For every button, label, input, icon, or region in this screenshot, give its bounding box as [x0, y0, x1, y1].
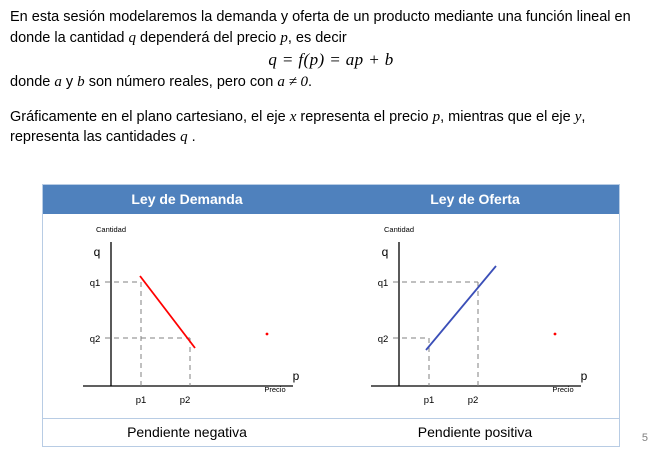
- paragraph-2-line-1-b: representa el precio: [296, 108, 433, 125]
- equation-linear-function: q = f(p) = ap + b: [268, 50, 394, 70]
- line-3-d: .: [308, 74, 313, 91]
- var-p-2: p: [432, 108, 441, 125]
- marker-dot: [554, 333, 557, 336]
- paragraph-2-line-2-b: , representa las cantidades: [10, 108, 586, 146]
- paragraph-2-line-1-c: , mientras: [440, 108, 504, 125]
- x-axis-symbol: p: [580, 369, 588, 383]
- var-a: a: [54, 74, 62, 91]
- x-axis-title: Precio: [264, 385, 286, 394]
- x-tick-p2: p2: [179, 395, 191, 406]
- var-b: b: [77, 74, 85, 91]
- chart-demanda: [43, 214, 332, 418]
- table-header-row: [43, 185, 619, 214]
- paragraph-1-line-2-a: función lineal en donde la cantidad: [10, 9, 631, 46]
- var-q-2: q: [180, 129, 188, 146]
- marker-dot: [266, 333, 269, 336]
- x-tick-p1: p1: [423, 395, 435, 406]
- paragraph-1-line-2-c: , es decir: [287, 29, 347, 46]
- y-tick-q1: q1: [89, 278, 101, 289]
- chart-cell-oferta: [331, 214, 619, 418]
- line-3-c: son número reales, pero con: [84, 74, 278, 91]
- var-q: q: [128, 29, 137, 46]
- paragraph-2-line-1-a: Gráficamente en el plano cartesiano, el eje: [10, 108, 290, 125]
- var-x: x: [289, 108, 297, 125]
- page-number: 5: [641, 432, 648, 444]
- chart-oferta: [331, 214, 620, 418]
- var-p: p: [280, 29, 288, 46]
- paragraph-1-line-3: [10, 72, 652, 93]
- comparison-table: [42, 184, 620, 447]
- y-axis-title: Cantidad: [383, 225, 415, 234]
- x-tick-p1: p1: [135, 395, 147, 406]
- line-3-b: y: [61, 74, 78, 91]
- caption-pendiente-negativa: Pendiente negativa: [127, 424, 247, 440]
- y-tick-q2: q2: [89, 334, 101, 345]
- x-axis-symbol: p: [292, 369, 300, 383]
- table-body-row: [43, 214, 619, 418]
- paragraph-1-line-2-b: dependerá del precio: [136, 29, 281, 46]
- paragraph-2: [10, 107, 652, 148]
- table-header-demanda: Ley de Demanda: [131, 191, 243, 207]
- y-tick-q1: q1: [377, 278, 389, 289]
- x-tick-p2: p2: [467, 395, 479, 406]
- paragraph-1: [10, 8, 652, 48]
- table-footer-row: [43, 418, 619, 446]
- supply-line: [426, 266, 496, 350]
- line-3-a: donde: [10, 74, 55, 91]
- y-tick-q2: q2: [377, 334, 389, 345]
- paragraph-1-line-1: En esta sesión modelaremos la demanda y oferta de un producto mediante una: [10, 9, 522, 25]
- y-axis-symbol: q: [93, 245, 101, 259]
- y-axis-symbol: q: [381, 245, 389, 259]
- condition-a-not-zero: a ≠ 0: [277, 74, 309, 91]
- chart-cell-demanda: [43, 214, 331, 418]
- y-axis-title: Cantidad: [95, 225, 127, 234]
- paragraph-2-line-2-c: .: [187, 129, 196, 146]
- var-y: y: [574, 108, 582, 125]
- paragraph-2-line-2-a: que el eje: [507, 108, 575, 125]
- table-header-oferta: Ley de Oferta: [430, 191, 520, 207]
- x-axis-title: Precio: [552, 385, 574, 394]
- demand-line: [140, 276, 195, 348]
- caption-pendiente-positiva: Pendiente positiva: [417, 424, 533, 440]
